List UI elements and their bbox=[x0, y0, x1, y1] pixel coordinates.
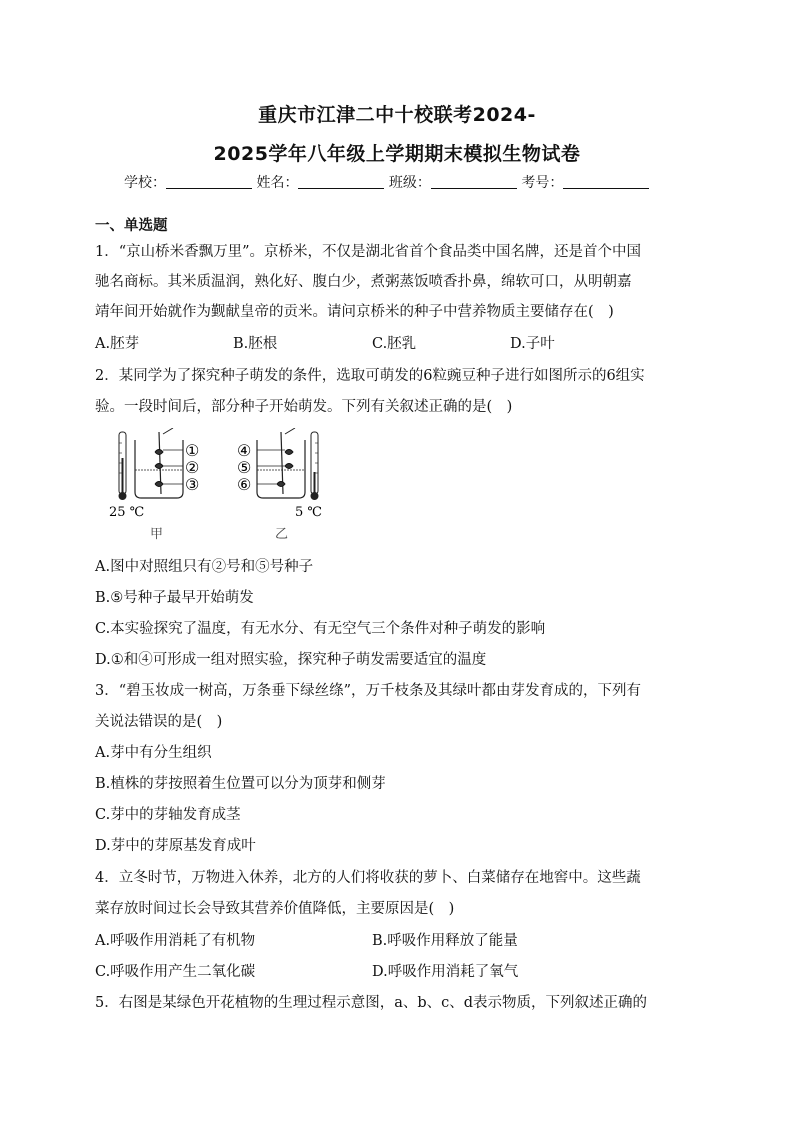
exam-title-line-2: 2025学年八年级上学期期末模拟生物试卷 bbox=[213, 143, 581, 165]
beaker-left-icon bbox=[135, 428, 183, 498]
question-5-line-1: 5．右图是某绿色开花植物的生理过程示意图，a、b、c、d表示物质，下列叙述正确的 bbox=[95, 995, 648, 1011]
question-4-option-c[interactable]: C.呼吸作用产生二氧化碳 bbox=[95, 964, 256, 980]
question-4-option-a[interactable]: A.呼吸作用消耗了有机物 bbox=[95, 933, 256, 949]
seed-germination-figure bbox=[105, 428, 345, 546]
question-1-option-a[interactable]: A.胚芽 bbox=[95, 336, 140, 352]
left-temperature: 25 ℃ bbox=[109, 505, 145, 520]
question-4-option-d[interactable]: D.呼吸作用消耗了氧气 bbox=[372, 964, 519, 980]
question-3-option-a[interactable]: A.芽中有分生组织 bbox=[95, 745, 212, 761]
left-group-label: 甲 bbox=[150, 527, 164, 542]
name-label: 姓名： bbox=[256, 175, 299, 191]
section-title: 一、单选题 bbox=[95, 218, 168, 234]
question-3-option-b[interactable]: B.植株的芽按照着生位置可以分为顶芽和侧芽 bbox=[95, 776, 386, 792]
question-3-option-c[interactable]: C.芽中的芽轴发育成茎 bbox=[95, 807, 241, 823]
question-1-option-c[interactable]: C.胚乳 bbox=[372, 336, 417, 352]
question-2-option-c[interactable]: C.本实验探究了温度，有无水分、有无空气三个条件对种子萌发的影响 bbox=[95, 621, 546, 637]
thermometer-right-icon bbox=[311, 432, 319, 500]
class-label: 班级： bbox=[388, 175, 431, 191]
question-1-line-1: 1．“京山桥米香飘万里”。京桥米，不仅是湖北省首个食品类中国名牌，还是首个中国 bbox=[95, 244, 642, 260]
question-2-option-a[interactable]: A.图中对照组只有②号和⑤号种子 bbox=[95, 559, 314, 575]
exam-no-label: 考号： bbox=[521, 175, 564, 191]
question-3-line-1: 3．“碧玉妆成一树高，万条垂下绿丝绦”，万千枝条及其绿叶都由芽发育成的，下列有 bbox=[95, 683, 642, 699]
question-4-line-1: 4．立冬时节，万物进入休养，北方的人们将收获的萝卜、白菜储存在地窖中。这些蔬 bbox=[95, 870, 641, 886]
school-blank[interactable] bbox=[166, 174, 252, 189]
question-1-line-3: 靖年间开始就作为觐献皇帝的贡米。请问京桥米的种子中营养物质主要储存在( ) bbox=[95, 304, 614, 320]
name-blank[interactable] bbox=[298, 174, 384, 189]
question-3-line-2: 关说法错误的是( ) bbox=[95, 714, 223, 730]
question-4-line-2: 菜存放时间过长会导致其营养价值降低，主要原因是( ) bbox=[95, 901, 455, 917]
question-3-option-d[interactable]: D.芽中的芽原基发育成叶 bbox=[95, 838, 256, 854]
class-blank[interactable] bbox=[431, 174, 517, 189]
marker-1: ① bbox=[185, 441, 200, 460]
marker-4: ④ bbox=[237, 441, 252, 460]
marker-3: ③ bbox=[185, 475, 200, 494]
question-1-option-b[interactable]: B.胚根 bbox=[233, 336, 278, 352]
question-2-option-b[interactable]: B.⑤号种子最早开始萌发 bbox=[95, 590, 254, 606]
question-2-option-d[interactable]: D.①和④可形成一组对照实验，探究种子萌发需要适宜的温度 bbox=[95, 652, 487, 668]
question-1-line-2: 驰名商标。其米质温润，熟化好、腹白少，煮粥蒸饭喷香扑鼻，绵软可口，从明朝嘉 bbox=[95, 274, 632, 290]
marker-6: ⑥ bbox=[237, 475, 252, 494]
question-1-option-d[interactable]: D.子叶 bbox=[510, 336, 555, 352]
thermometer-left-icon bbox=[119, 432, 127, 500]
question-2-line-2: 验。一段时间后，部分种子开始萌发。下列有关叙述正确的是( ) bbox=[95, 399, 513, 415]
marker-2: ② bbox=[185, 458, 200, 477]
student-info-row bbox=[124, 172, 649, 192]
question-2-line-1: 2．某同学为了探究种子萌发的条件，选取可萌发的6粒豌豆种子进行如图所示的6组实 bbox=[95, 368, 645, 384]
question-4-option-b[interactable]: B.呼吸作用释放了能量 bbox=[372, 933, 518, 949]
exam-title-line-1: 重庆市江津二中十校联考2024- bbox=[258, 104, 536, 126]
marker-5: ⑤ bbox=[237, 458, 252, 477]
right-group-label: 乙 bbox=[275, 527, 289, 542]
beaker-right-icon bbox=[257, 428, 305, 498]
right-temperature: 5 ℃ bbox=[295, 505, 322, 520]
exam-no-blank[interactable] bbox=[563, 174, 649, 189]
school-label: 学校： bbox=[124, 175, 166, 191]
